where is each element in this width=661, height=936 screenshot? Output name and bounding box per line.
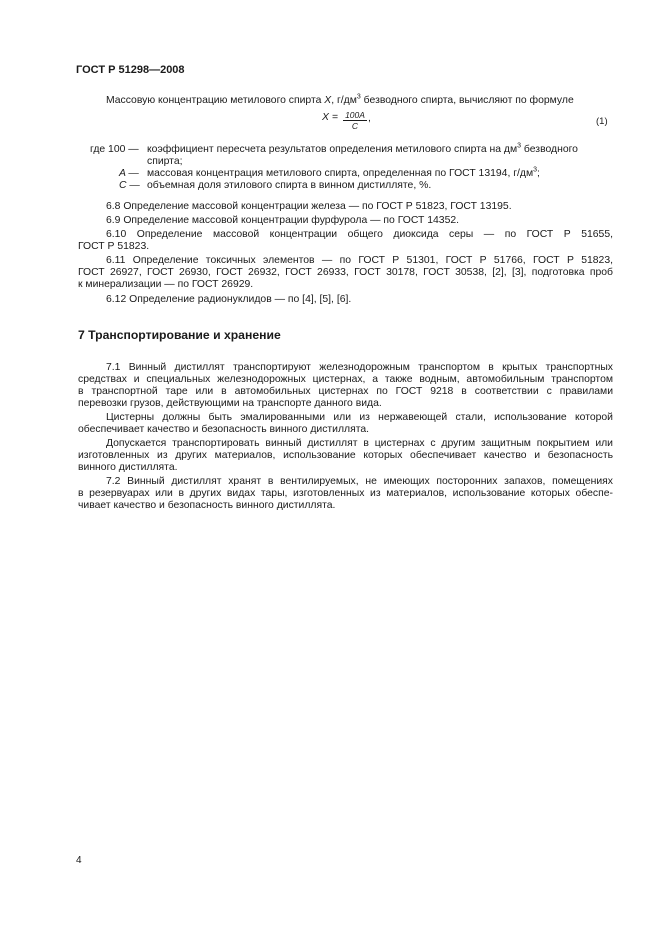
where-item3-symbol: C — bbox=[119, 180, 140, 191]
cisterns-line1: Цистерны должны быть эмалированными или из нержавеющей стали, использование которой bbox=[106, 412, 613, 423]
item-7-2-line2: в резервуарах или в других видах тары, изготовленных из материалов, использование которых обеспе- bbox=[78, 488, 613, 499]
allowed-line3: винного дистиллята. bbox=[78, 462, 178, 473]
item-6-9: 6.9 Определение массовой концентрации фурфурола — по ГОСТ 14352. bbox=[106, 215, 460, 226]
allowed-line1: Допускается транспортировать винный дистиллят в цистернах с другим защитным покрытием или bbox=[106, 438, 613, 449]
where-item2-text: массовая концентрация метилового спирта, определенная по ГОСТ 13194, $г/дм^3$; bbox=[147, 166, 540, 179]
where-item1-line2: спирта; bbox=[147, 156, 183, 167]
where-item3-text: объемная доля этилового спирта в винном дистилляте, %. bbox=[147, 180, 432, 191]
allowed-line2: изготовленных из других материалов, использование которых обеспечивает качество и безопасность bbox=[78, 450, 613, 461]
item-7-1-line2: средствах и специальных железнодорожных цистернах, а также водным, автомобильным транспортом bbox=[78, 374, 613, 385]
intro-sup: 3 bbox=[356, 93, 361, 101]
formula-trail: , bbox=[368, 113, 371, 124]
item-6-11-line1: 6.11 Определение токсичных элементов — по ГОСТ Р 51301, ГОСТ Р 51766, ГОСТ Р 51823, bbox=[106, 255, 613, 266]
item-6-12: 6.12 Определение радионуклидов — по [4], [5], [6]. bbox=[106, 294, 352, 305]
item-7-1-line3: в транспортной таре или в автомобильных цистернах по ГОСТ 9218 в соответствии с правилами bbox=[78, 386, 613, 397]
item-7-2-line3: чивает качество и безопасность винного дистиллята. bbox=[78, 500, 336, 511]
item-7-1-line1: 7.1 Винный дистиллят транспортируют железнодорожным транспортом в крытых транспортных bbox=[106, 362, 613, 373]
section-7-title: 7 Транспортирование и хранение bbox=[78, 328, 281, 342]
item-6-10-line1: 6.10 Определение массовой концентрации общего диоксида серы — по ГОСТ Р 51655, bbox=[106, 229, 613, 240]
formula-lhs: X = bbox=[322, 112, 338, 123]
item-7-2-line1: 7.2 Винный дистиллят хранят в вентилируемых, не имеющих посторонних запахов, помещениях bbox=[106, 476, 613, 487]
item-6-11-line2: ГОСТ 26927, ГОСТ 26930, ГОСТ 26932, ГОСТ 26933, ГОСТ 30178, ГОСТ 30538, [2], [3], подготовка проб bbox=[78, 267, 613, 278]
page-number: 4 bbox=[76, 855, 82, 866]
item-6-8: 6.8 Определение массовой концентрации железа — по ГОСТ Р 51823, ГОСТ 13195. bbox=[106, 201, 512, 212]
intro-text: Массовую концентрацию метилового спирта bbox=[106, 95, 325, 106]
document-header: ГОСТ Р 51298—2008 bbox=[76, 64, 185, 76]
intro-end: безводного спирта, вычисляют по формуле bbox=[360, 95, 574, 106]
item-7-1-line4: перевозки грузов, действующими на транспорте данного вида. bbox=[78, 398, 382, 409]
intro-unit: , г/дм bbox=[331, 95, 357, 106]
formula-fraction bbox=[343, 110, 367, 131]
where-lead: где 100 — bbox=[90, 144, 139, 155]
formula-denominator: C bbox=[351, 121, 359, 131]
item-6-11-line3: к минерализации — по ГОСТ 26929. bbox=[78, 279, 254, 290]
cisterns-line2: обеспечивает качество и безопасность винного дистиллята. bbox=[78, 424, 370, 435]
where-item1-line1: коэффициент пересчета результатов определения метилового спирта на $дм^3$ безводного bbox=[147, 142, 578, 155]
where-item2-symbol: A — bbox=[119, 168, 139, 179]
item-6-10-line2: ГОСТ Р 51823. bbox=[78, 241, 150, 252]
formula-numerator: 100A bbox=[343, 110, 367, 121]
formula-intro bbox=[106, 94, 574, 108]
intro-var: X bbox=[324, 95, 332, 106]
formula-number: (1) bbox=[596, 116, 608, 127]
